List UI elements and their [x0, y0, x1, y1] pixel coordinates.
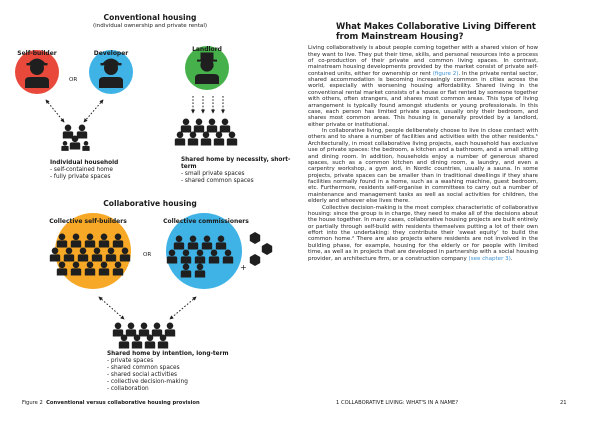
caption-item: - collective decision-making [107, 379, 188, 385]
or-label-collaborative: OR [143, 252, 152, 258]
caption-item: - small private spaces [181, 171, 245, 177]
shared-necessity-heading: Shared home by necessity, short-term [181, 157, 291, 170]
paragraph-3-end: . [510, 255, 513, 262]
paragraph-1-text: Living collaboratively is about people coming together with a shared vision of how they want to live. They put their time, skills, and personal resources into a process of co-production of their private and common living spaces. In contrast, mainstream housing developments provided by the market consist of private self-contained units, either for ownership or rent [308, 45, 538, 77]
figure-label: Figure 2 [22, 400, 43, 406]
arrow-commissioners-home [170, 297, 196, 319]
community-people-icon [113, 323, 175, 349]
conventional-subtitle: (individual ownership and private rental) [92, 23, 208, 29]
developer-label: Developer [93, 50, 129, 57]
arrow-self-builder-household [46, 100, 64, 122]
shared-intention-caption [107, 351, 229, 393]
paragraph-2: In collaborative living, people deliberately choose to live in close contact with others and to share a number of facilities and activities with the other residents.¹ Architecturally, in most collaborative living projects, each household has exclusive use of private spaces: the bedroom, a kitchen and a bathroom, and a small sitting and dining room. In addition, households enjoy a number of generous shared spaces, such as a common kitchen and dining room, a laundry, and even a carpentry workshop, a gym and, in Nordic countries, usually a sauna. In some projects, private spaces can be smaller than in traditional dwellings if they share facilities normally found in a home, such as a washing machine, guest bedroom, etc. Furthermore, residents self-organise in committees to carry out a number of maintenance and management tasks as well as social activities for children, the elderly and whoever else lives there. [308, 128, 538, 205]
paragraph-3 [308, 205, 538, 262]
paragraph-3-text: Collective decision-making is the most complex characteristic of collaborative housing: since the group is in charge, they need to make all of the decisions about the house together. In many cases, collaborative housing projects are built entirely or partially through self-build with residents themselves putting a lot of their own effort into the undertaking: they contribute their ‘sweat equity’ to build the common home.² There are also projects where residents are not involved in the building phase, for example, housing for the elderly or for people with limited time, as well as in projects that are developed in partnership with a social housing provider, an architecture firm, or a construction company [308, 204, 538, 262]
figure-caption-text: Conventional versus collaborative housing provision [46, 400, 200, 406]
landlord-arrows [193, 96, 223, 113]
article-column [308, 22, 538, 262]
caption-item: - collaboration [107, 386, 149, 392]
figure-caption [22, 400, 200, 406]
individual-household-people-icon [61, 125, 89, 151]
page-number: 21 [560, 400, 567, 406]
collective-commissioners-label: Collective commissioners [163, 218, 249, 225]
caption-item: - shared social activities [107, 372, 178, 378]
self-builder-label: Self-builder [17, 50, 57, 57]
shared-necessity-caption [181, 157, 300, 185]
caption-item: - shared common spaces [181, 178, 254, 184]
conventional-title: Conventional housing [103, 13, 197, 22]
collective-self-builders-label: Collective self-builders [49, 218, 127, 225]
collaborative-title: Collaborative housing [103, 199, 197, 208]
figure-reference: (figure 2) [432, 70, 459, 77]
arrow-self-builders-home [99, 297, 124, 319]
chapter-reference: (see chapter 3) [468, 255, 511, 262]
caption-item: - fully private spaces [50, 174, 111, 180]
landlord-label: Landlord [192, 46, 222, 53]
shared-intention-heading: Shared home by intention, long-term [107, 351, 229, 357]
or-label: OR [69, 77, 78, 83]
caption-item: - shared common spaces [107, 365, 180, 371]
arrow-developer-household [84, 100, 103, 122]
individual-household-caption [50, 160, 118, 181]
article-heading: What Makes Collaborative Living Different from Mainstream Housing? [336, 21, 536, 41]
individual-household-heading: Individual household [50, 160, 119, 166]
chapter-footer: 1 COLLABORATIVE LIVING: WHAT'S IN A NAME? [336, 400, 459, 406]
tenants-people-icon [175, 119, 237, 146]
caption-item: - self-contained home [50, 167, 113, 173]
paragraph-1-text-cont: . In the private rental sector, shared accommodation is becoming increasingly common in cities across the world, especially with worsening housing affordability. Shared living in the conventional rental market consists of a house or flat rented by someone together with others, often strangers, and shares most common areas. This type of living arrangement is typically found amongst students or young professionals. In this case, each person has limited private space, usually only their bedroom, and shares most common areas. This housing is generally provided by a landlord, either private or institutional. [308, 70, 538, 128]
partner-hexagon-icons [250, 232, 272, 266]
caption-item: - private spaces [107, 358, 154, 364]
paragraph-1 [308, 45, 538, 128]
plus-sign: + [240, 263, 247, 272]
